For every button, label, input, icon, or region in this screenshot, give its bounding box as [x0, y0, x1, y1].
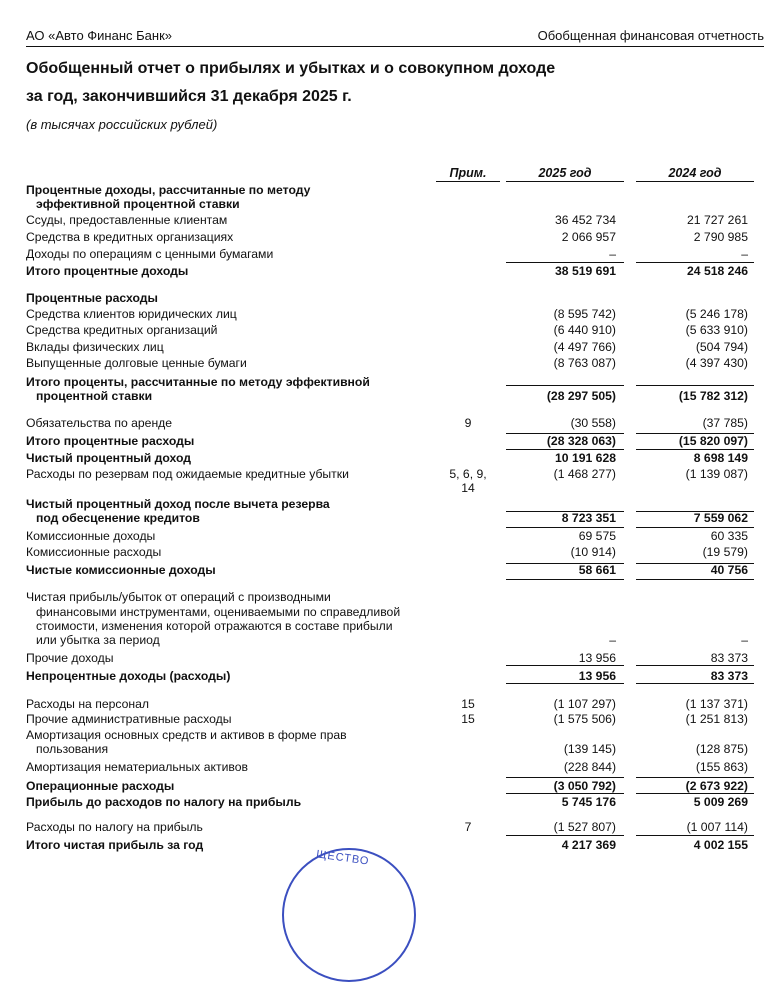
row-label: Амортизация нематериальных активов — [26, 760, 248, 774]
value-2024: 4 002 155 — [693, 838, 748, 852]
row-label: Итого процентные доходы — [26, 264, 189, 278]
currency-note: (в тысячах российских рублей) — [26, 117, 218, 132]
subtotal-rule — [636, 579, 754, 580]
column-rule-note — [436, 181, 500, 182]
value-2025: (10 914) — [570, 545, 616, 559]
row-label: Процентные доходы, рассчитанные по методу — [26, 183, 311, 197]
value-2024: 83 373 — [710, 651, 748, 665]
value-2025: (6 440 910) — [553, 323, 616, 337]
value-2025: 2 066 957 — [561, 230, 616, 244]
value-2024: 83 373 — [710, 669, 748, 683]
row-label: Операционные расходы — [26, 779, 175, 793]
row-label: пользования — [36, 742, 109, 756]
value-2024: (1 251 813) — [685, 712, 748, 726]
statement-title: Обобщенный отчет о прибылях и убытках и о совокупном доходе — [26, 60, 556, 77]
row-label: Выпущенные долговые ценные бумаги — [26, 356, 247, 370]
value-2025: 69 575 — [578, 529, 616, 543]
row-label: Расходы по резервам под ожидаемые кредитные убытки — [26, 467, 349, 481]
value-2024: (1 007 114) — [686, 820, 748, 834]
row-label: процентной ставки — [36, 389, 153, 403]
row-note: 15 — [461, 697, 475, 711]
row-note: 5, 6, 9, — [449, 467, 487, 481]
value-2025: (30 558) — [570, 416, 616, 430]
value-2025: (28 297 505) — [546, 389, 616, 403]
value-2024: (504 794) — [695, 340, 748, 354]
value-2024: (15 782 312) — [678, 389, 748, 403]
row-label: Вклады физических лиц — [26, 340, 164, 354]
subtotal-rule — [506, 385, 624, 386]
value-2024: (5 246 178) — [685, 307, 748, 321]
subtotal-rule — [636, 385, 754, 386]
row-label: Чистый процентный доход после вычета резерва — [26, 497, 330, 511]
value-2024: (128 875) — [695, 742, 748, 756]
value-2024: (5 633 910) — [685, 323, 748, 337]
value-2025: (1 107 297) — [553, 697, 616, 711]
row-label: Прибыль до расходов по налогу на прибыль — [26, 795, 302, 809]
value-2025: 36 452 734 — [555, 213, 616, 227]
value-2025: (3 050 792) — [553, 779, 616, 793]
row-label: Чистый процентный доход — [26, 451, 191, 465]
value-2024: (1 139 087) — [685, 467, 748, 481]
value-2025: 10 191 628 — [555, 451, 616, 465]
value-2025: – — [609, 247, 616, 261]
row-note: 9 — [464, 416, 472, 430]
row-label: Комиссионные доходы — [26, 529, 156, 543]
row-label: Расходы по налогу на прибыль — [26, 820, 203, 834]
subtotal-rule — [506, 563, 624, 564]
row-label: или убытка за период — [36, 633, 160, 647]
row-label: Средства кредитных организаций — [26, 323, 218, 337]
value-2024: – — [741, 633, 748, 647]
value-2025: (1 527 807) — [553, 820, 616, 834]
value-2025: (1 468 277) — [553, 467, 616, 481]
value-2025: 5 745 176 — [561, 795, 616, 809]
value-2025: (139 145) — [563, 742, 616, 756]
value-2024: 5 009 269 — [693, 795, 748, 809]
row-label: Амортизация основных средств и активов в форме прав — [26, 728, 347, 742]
value-2024: 8 698 149 — [693, 451, 748, 465]
subtotal-rule — [636, 527, 754, 528]
row-note: 14 — [461, 481, 475, 495]
row-label: Прочие административные расходы — [26, 712, 232, 726]
row-label: под обесценение кредитов — [36, 511, 200, 525]
row-label: Итого чистая прибыль за год — [26, 838, 204, 852]
subtotal-rule — [506, 527, 624, 528]
row-label: финансовыми инструментами, оцениваемыми по справедливой — [36, 605, 401, 619]
subtotal-rule — [636, 793, 754, 794]
value-2024: 7 559 062 — [693, 511, 748, 525]
value-2024: (155 863) — [695, 760, 748, 774]
subtotal-rule — [506, 579, 624, 580]
value-2024: 60 335 — [710, 529, 748, 543]
value-2025: 8 723 351 — [561, 511, 616, 525]
column-header-2024: 2024 год — [668, 166, 722, 180]
subtotal-rule — [636, 433, 754, 434]
column-rule-2024 — [636, 181, 754, 182]
subtotal-rule — [636, 777, 754, 778]
value-2025: (228 844) — [563, 760, 616, 774]
subtotal-rule — [636, 262, 754, 263]
column-rule-2025 — [506, 181, 624, 182]
value-2025: (4 497 766) — [553, 340, 616, 354]
value-2025: (8 763 087) — [553, 356, 616, 370]
row-label: стоимости, изменения которой отражаются в составе прибыли — [36, 619, 393, 633]
subtotal-rule — [506, 777, 624, 778]
subtotal-rule — [506, 835, 624, 836]
row-note: 15 — [461, 712, 475, 726]
subtotal-rule — [506, 683, 624, 684]
report-type: Обобщенная финансовая отчетность — [537, 28, 764, 43]
row-label: Чистые комиссионные доходы — [26, 563, 216, 577]
subtotal-rule — [506, 793, 624, 794]
row-label: Итого проценты, рассчитанные по методу эффективной — [26, 375, 370, 389]
value-2024: 40 756 — [710, 563, 748, 577]
subtotal-rule — [636, 683, 754, 684]
header-divider — [26, 46, 764, 47]
subtotal-rule — [636, 449, 754, 450]
subtotal-rule — [506, 511, 624, 512]
row-label: Итого процентные расходы — [26, 434, 195, 448]
value-2025: (1 575 506) — [553, 712, 616, 726]
value-2024: 24 518 246 — [687, 264, 748, 278]
value-2025: (8 595 742) — [553, 307, 616, 321]
value-2024: 21 727 261 — [687, 213, 748, 227]
value-2025: 58 661 — [578, 563, 616, 577]
subtotal-rule — [506, 665, 624, 666]
subtotal-rule — [636, 835, 754, 836]
row-label: Комиссионные расходы — [26, 545, 162, 559]
row-label: Ссуды, предоставленные клиентам — [26, 213, 228, 227]
row-label: Средства в кредитных организациях — [26, 230, 234, 244]
statement-period: за год, закончившийся 31 декабря 2025 г. — [26, 88, 352, 105]
value-2025: 4 217 369 — [561, 838, 616, 852]
row-label: эффективной процентной ставки — [36, 197, 240, 211]
subtotal-rule — [506, 433, 624, 434]
row-label: Доходы по операциям с ценными бумагами — [26, 247, 274, 261]
subtotal-rule — [636, 665, 754, 666]
row-label: Расходы на персонал — [26, 697, 149, 711]
row-label: Чистая прибыль/убыток от операций с производными — [26, 590, 331, 604]
value-2024: (19 579) — [702, 545, 748, 559]
value-2025: (28 328 063) — [546, 434, 616, 448]
subtotal-rule — [506, 449, 624, 450]
column-header-2025: 2025 год — [538, 166, 592, 180]
row-label: Средства клиентов юридических лиц — [26, 307, 237, 321]
row-label: Непроцентные доходы (расходы) — [26, 669, 231, 683]
subtotal-rule — [636, 563, 754, 564]
bank-name: АО «Авто Финанс Банк» — [26, 28, 172, 43]
row-label: Прочие доходы — [26, 651, 114, 665]
value-2024: (4 397 430) — [685, 356, 748, 370]
value-2024: 2 790 985 — [693, 230, 748, 244]
value-2024: (2 673 922) — [685, 779, 748, 793]
value-2024: (1 137 371) — [685, 697, 748, 711]
value-2025: 13 956 — [578, 669, 616, 683]
stamp-text: ЩЕСТВО — [315, 848, 371, 868]
official-stamp — [282, 848, 416, 982]
value-2025: 13 956 — [578, 651, 616, 665]
value-2025: 38 519 691 — [555, 264, 616, 278]
subtotal-rule — [636, 511, 754, 512]
value-2025: – — [609, 633, 616, 647]
value-2024: (37 785) — [702, 416, 748, 430]
row-label: Процентные расходы — [26, 291, 158, 305]
value-2024: – — [741, 247, 748, 261]
subtotal-rule — [506, 262, 624, 263]
value-2024: (15 820 097) — [678, 434, 748, 448]
column-header-note: Прим. — [449, 166, 487, 180]
row-label: Обязательства по аренде — [26, 416, 173, 430]
row-note: 7 — [464, 820, 472, 834]
